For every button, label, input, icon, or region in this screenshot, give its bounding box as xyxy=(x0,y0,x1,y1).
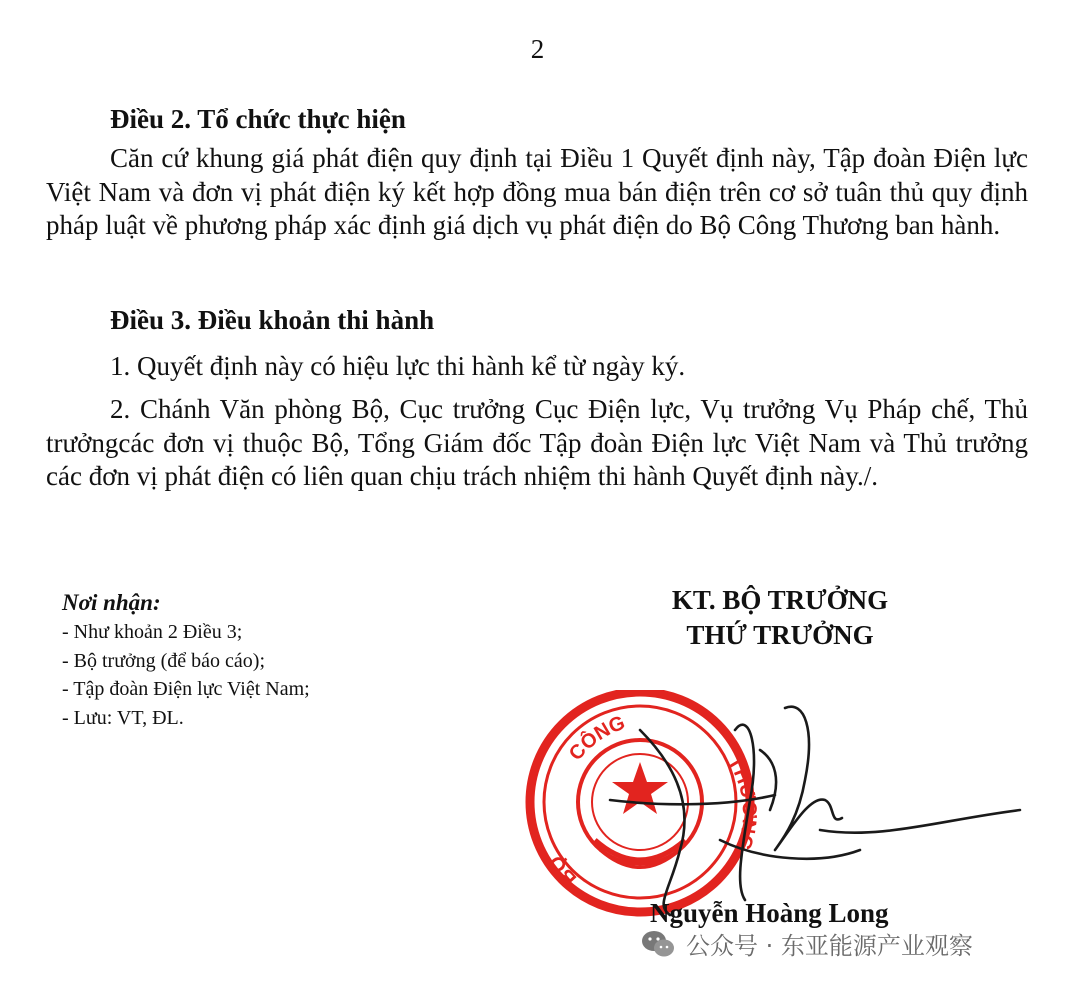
watermark-text: 公众号 · 东亚能源产业观察 xyxy=(686,932,973,960)
signature-title-line-1: KT. BỘ TRƯỞNG xyxy=(671,585,889,615)
article-3-clause-2: 2. Chánh Văn phòng Bộ, Cục trưởng Cục Điện lực, Vụ trưởng Vụ Pháp chế, Thủ trưởngcác đơn vị thuộc Bộ, Tổng Giám đốc Tập đoàn Điện lực Việt Nam và Thủ trưởng các đơn vị phát điện có liên quan chịu trách nhiệm thi hành Quyết định này./. xyxy=(46,394,1028,492)
article-3-heading: Điều 3. Điều khoản thi hành xyxy=(110,305,435,335)
seal-text-right: THƯƠNG xyxy=(722,752,761,853)
recipient-item: - Lưu: VT, ĐL. xyxy=(62,706,184,729)
article-3-clause-1: 1. Quyết định này có hiệu lực thi hành kể từ ngày ký. xyxy=(110,351,686,381)
recipient-item: - Như khoản 2 Điều 3; xyxy=(62,621,243,643)
seal-star-icon xyxy=(612,762,668,814)
handwritten-signature xyxy=(610,707,1020,915)
page-number: 2 xyxy=(530,34,545,64)
article-2-heading: Điều 2. Tổ chức thực hiện xyxy=(110,104,406,134)
watermark xyxy=(640,926,973,961)
recipient-item: - Bộ trưởng (để báo cáo); xyxy=(62,649,266,672)
seal-text-left: BỘ xyxy=(544,851,582,890)
signature-title-line-2: THỨ TRƯỞNG xyxy=(686,620,874,650)
seal-text-top: CÔNG xyxy=(564,711,629,765)
wechat-icon xyxy=(640,929,676,959)
stamp-and-signature xyxy=(520,690,1040,920)
recipients-block xyxy=(62,590,310,732)
recipients-title: Nơi nhận: xyxy=(62,590,161,615)
recipient-item: - Tập đoàn Điện lực Việt Nam; xyxy=(62,678,310,700)
signer-name: Nguyễn Hoàng Long xyxy=(650,898,889,928)
article-2-body: Căn cứ khung giá phát điện quy định tại Điều 1 Quyết định này, Tập đoàn Điện lực Việt Nam và đơn vị phát điện ký kết hợp đồng mua bán điện trên cơ sở tuân thủ quy định pháp luật về phương pháp xác định giá dịch vụ phát điện do Bộ Công Thương ban hành. xyxy=(46,143,1028,241)
official-seal-icon xyxy=(520,690,1040,920)
